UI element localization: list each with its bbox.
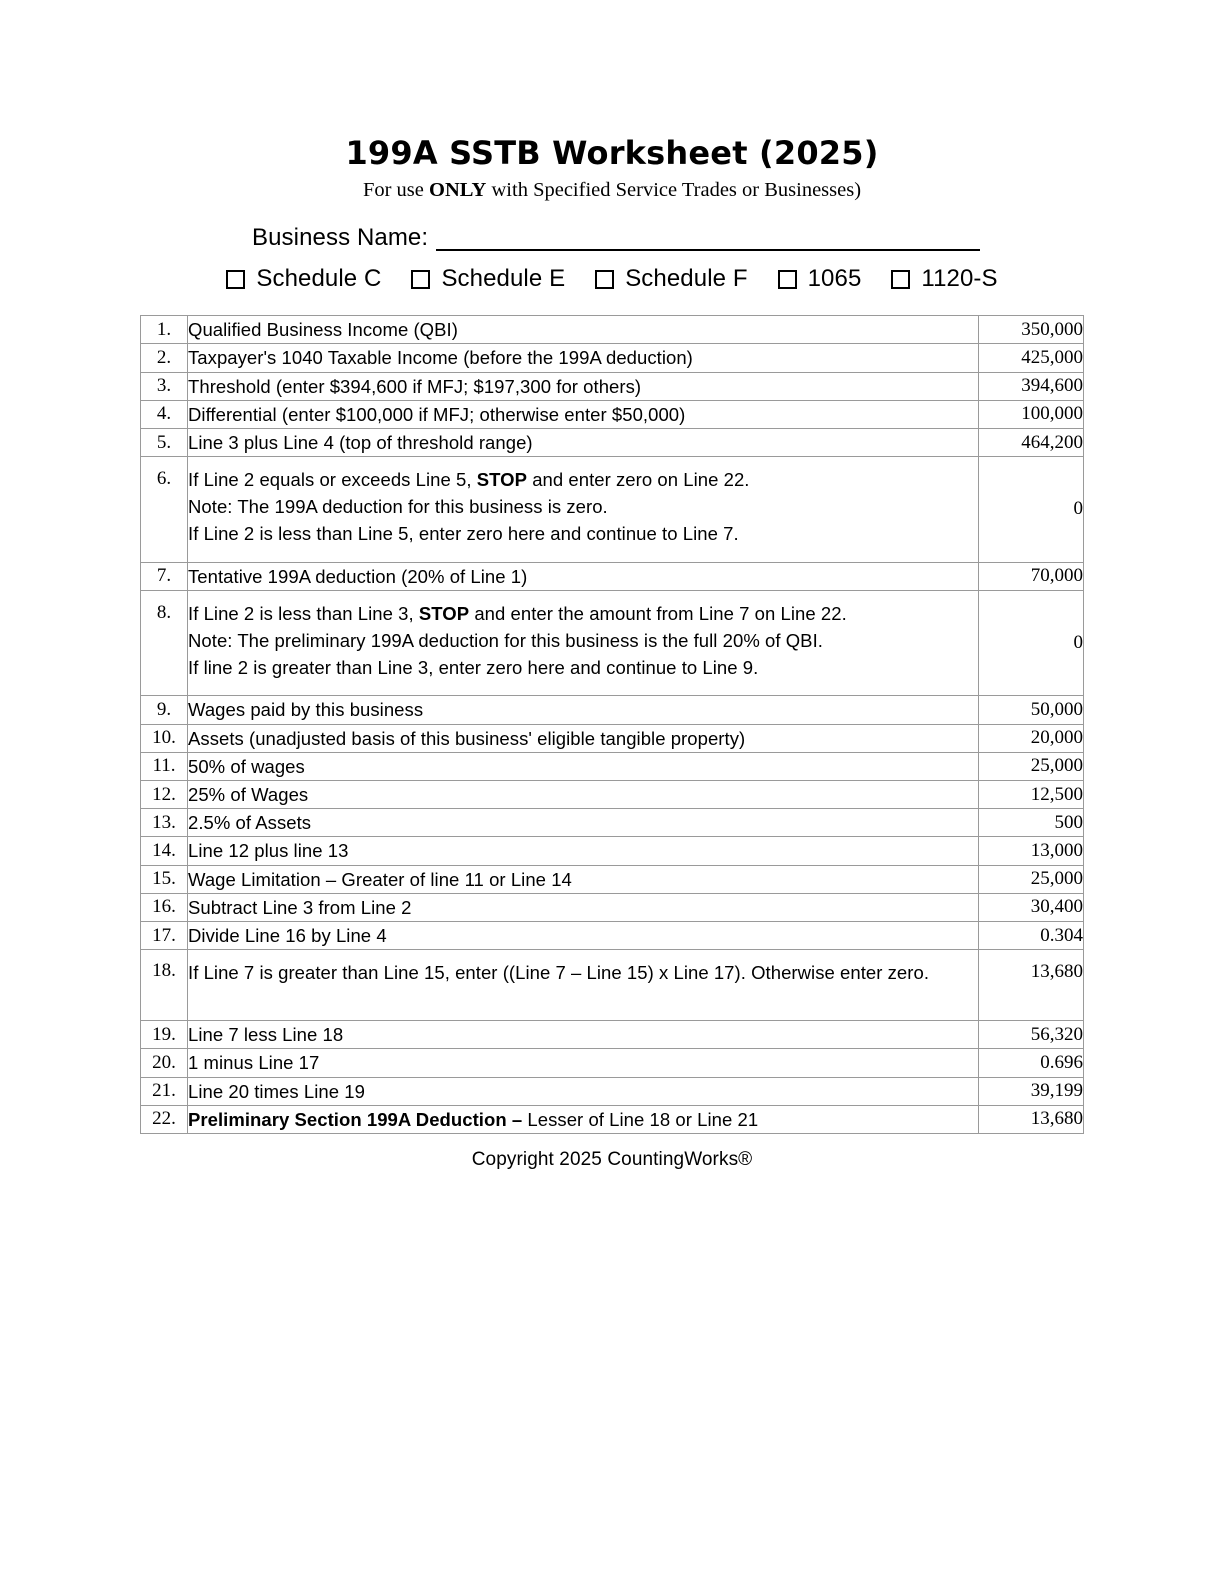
row-value-input[interactable]: 0 [979, 457, 1084, 563]
table-row [141, 752, 1084, 780]
text-segment: Differential (enter $100,000 if MFJ; otherwise enter $50,000) [188, 403, 686, 425]
row-description [188, 400, 979, 428]
row-description-line [188, 563, 978, 590]
row-description-line [188, 493, 978, 520]
row-description [188, 1077, 979, 1105]
row-description-line [188, 1078, 978, 1105]
row-description-line [188, 520, 978, 547]
row-description [188, 344, 979, 372]
row-number: 19. [141, 1021, 188, 1049]
row-description-line [188, 1021, 978, 1048]
table-row [141, 780, 1084, 808]
row-number: 1. [141, 316, 188, 344]
row-value-input[interactable]: 13,680 [979, 1105, 1084, 1133]
row-value-input[interactable]: 425,000 [979, 344, 1084, 372]
row-value-input[interactable]: 0.304 [979, 921, 1084, 949]
row-description-line [188, 373, 978, 400]
entity-checkbox-label: 1065 [807, 265, 862, 293]
row-description [188, 372, 979, 400]
row-number: 15. [141, 865, 188, 893]
table-row [141, 837, 1084, 865]
row-value-input[interactable]: 20,000 [979, 724, 1084, 752]
row-value-input[interactable]: 350,000 [979, 316, 1084, 344]
row-description-line [188, 654, 978, 681]
text-segment: and enter the amount from Line 7 on Line 22. [469, 602, 847, 624]
row-description [188, 865, 979, 893]
row-value-input[interactable]: 56,320 [979, 1021, 1084, 1049]
row-value-input[interactable]: 464,200 [979, 428, 1084, 456]
table-row [141, 950, 1084, 1021]
emphasis-segment: Preliminary Section 199A Deduction – [188, 1108, 523, 1130]
row-number: 4. [141, 400, 188, 428]
entity-checkbox-item[interactable] [891, 267, 997, 291]
row-description-line [188, 600, 978, 627]
row-description [188, 752, 979, 780]
row-value-input[interactable]: 13,680 [979, 950, 1084, 1021]
table-row [141, 865, 1084, 893]
text-segment: Line 12 plus line 13 [188, 840, 349, 862]
row-description [188, 457, 979, 563]
row-description-line [188, 922, 978, 949]
entity-checkbox-item[interactable] [595, 267, 747, 291]
text-segment: 25% of Wages [188, 783, 309, 805]
business-name-label: Business Name: [252, 223, 429, 251]
row-description [188, 562, 979, 590]
row-description [188, 724, 979, 752]
text-segment: If Line 2 is less than Line 5, enter zero here and continue to Line 7. [188, 523, 739, 545]
row-number: 5. [141, 428, 188, 456]
row-value-input[interactable]: 0.696 [979, 1049, 1084, 1077]
row-description [188, 809, 979, 837]
row-value-input[interactable]: 25,000 [979, 752, 1084, 780]
page-title: 199A SSTB Worksheet (2025) [345, 134, 879, 172]
text-segment: If Line 7 is greater than Line 15, enter ((Line 7 – Line 15) x Line 17). Otherwise enter zero. [188, 962, 930, 984]
table-row [141, 590, 1084, 696]
row-number: 20. [141, 1049, 188, 1077]
row-number: 2. [141, 344, 188, 372]
row-description [188, 428, 979, 456]
table-row [141, 344, 1084, 372]
table-row [141, 562, 1084, 590]
row-description [188, 893, 979, 921]
row-description-line [188, 401, 978, 428]
table-row [141, 1105, 1084, 1133]
text-segment: Qualified Business Income (QBI) [188, 319, 458, 341]
row-value-input[interactable]: 39,199 [979, 1077, 1084, 1105]
row-description [188, 780, 979, 808]
text-segment: Tentative 199A deduction (20% of Line 1) [188, 565, 528, 587]
text-segment: If Line 2 equals or exceeds Line 5, [188, 469, 477, 491]
row-description [188, 921, 979, 949]
text-segment: 1 minus Line 17 [188, 1052, 320, 1074]
row-description [188, 837, 979, 865]
entity-checkbox-item[interactable] [226, 267, 381, 291]
row-description [188, 1049, 979, 1077]
table-row [141, 809, 1084, 837]
row-description-line [188, 837, 978, 864]
row-value-input[interactable]: 13,000 [979, 837, 1084, 865]
entity-checkbox-item[interactable] [411, 267, 565, 291]
emphasis-segment: STOP [476, 469, 527, 491]
row-description [188, 316, 979, 344]
entity-type-checkbox-row [0, 251, 1224, 291]
copyright-footer: Copyright 2025 CountingWorks® [471, 1149, 753, 1171]
text-segment: Divide Line 16 by Line 4 [188, 924, 387, 946]
business-name-row [0, 203, 1224, 251]
text-segment: If line 2 is greater than Line 3, enter zero here and continue to Line 9. [188, 657, 759, 679]
row-description-line [188, 725, 978, 752]
row-description-line [188, 696, 978, 723]
table-row [141, 428, 1084, 456]
table-row [141, 316, 1084, 344]
table-row [141, 400, 1084, 428]
row-description [188, 1105, 979, 1133]
row-number: 14. [141, 837, 188, 865]
table-row [141, 372, 1084, 400]
row-number: 6. [141, 457, 188, 563]
row-description [188, 696, 979, 724]
row-description-line [188, 466, 978, 493]
checkbox-icon[interactable] [891, 270, 910, 289]
entity-checkbox-item[interactable] [778, 267, 862, 291]
table-row [141, 1049, 1084, 1077]
checkbox-icon[interactable] [595, 270, 614, 289]
entity-checkbox-label: Schedule F [625, 265, 748, 293]
row-description-line [188, 627, 978, 654]
text-segment: Wage Limitation – Greater of line 11 or Line 14 [188, 868, 572, 890]
table-row [141, 1021, 1084, 1049]
row-description [188, 590, 979, 696]
text-segment: Line 3 plus Line 4 (top of threshold range) [188, 431, 533, 453]
row-description-line [188, 959, 978, 986]
row-description [188, 950, 979, 1021]
checkbox-icon[interactable] [778, 270, 797, 289]
text-segment: Subtract Line 3 from Line 2 [188, 896, 412, 918]
subtitle-emphasis: ONLY [429, 179, 487, 202]
row-value-input[interactable]: 70,000 [979, 562, 1084, 590]
row-number: 18. [141, 950, 188, 1021]
text-segment: 2.5% of Assets [188, 812, 312, 834]
row-number: 13. [141, 809, 188, 837]
row-number: 22. [141, 1105, 188, 1133]
text-segment: Line 20 times Line 19 [188, 1080, 365, 1102]
row-description-line [188, 429, 978, 456]
row-description-line [188, 1049, 978, 1076]
table-row [141, 696, 1084, 724]
text-segment: Threshold (enter $394,600 if MFJ; $197,300 for others) [188, 375, 642, 397]
business-name-input[interactable] [436, 227, 980, 251]
table-row [141, 457, 1084, 563]
row-description-line [188, 894, 978, 921]
row-number: 12. [141, 780, 188, 808]
row-value-input[interactable]: 0 [979, 590, 1084, 696]
row-value-input[interactable]: 100,000 [979, 400, 1084, 428]
entity-checkbox-label: Schedule E [441, 265, 566, 293]
row-value-input[interactable]: 500 [979, 809, 1084, 837]
subtitle-prefix: For use [362, 179, 430, 202]
row-number: 3. [141, 372, 188, 400]
text-segment: and enter zero on Line 22. [527, 469, 750, 491]
row-number: 16. [141, 893, 188, 921]
checkbox-icon[interactable] [226, 270, 245, 289]
worksheet-table [140, 315, 1084, 1134]
table-row [141, 1077, 1084, 1105]
row-value-input[interactable]: 394,600 [979, 372, 1084, 400]
row-value-input[interactable]: 30,400 [979, 893, 1084, 921]
row-description-line [188, 781, 978, 808]
table-row [141, 893, 1084, 921]
text-segment: 50% of wages [188, 755, 305, 777]
table-row [141, 724, 1084, 752]
text-segment: If Line 2 is less than Line 3, [188, 602, 419, 624]
text-segment: Lesser of Line 18 or Line 21 [522, 1108, 759, 1130]
row-value-input[interactable]: 25,000 [979, 865, 1084, 893]
emphasis-segment: STOP [418, 602, 470, 624]
text-segment: Note: The preliminary 199A deduction for this business is the full 20% of QBI. [188, 630, 823, 652]
text-segment: Line 7 less Line 18 [188, 1024, 344, 1046]
row-number: 11. [141, 752, 188, 780]
row-description-line [188, 753, 978, 780]
row-description-line [188, 316, 978, 343]
text-segment: Taxpayer's 1040 Taxable Income (before the 199A deduction) [188, 347, 693, 369]
page-subtitle [0, 171, 1224, 203]
row-number: 10. [141, 724, 188, 752]
checkbox-icon[interactable] [411, 270, 430, 289]
row-value-input[interactable]: 50,000 [979, 696, 1084, 724]
row-number: 17. [141, 921, 188, 949]
text-segment: Wages paid by this business [188, 699, 424, 721]
row-number: 21. [141, 1077, 188, 1105]
row-value-input[interactable]: 12,500 [979, 780, 1084, 808]
row-description-line [188, 809, 978, 836]
text-segment: Assets (unadjusted basis of this business' eligible tangible property) [188, 727, 746, 749]
row-description-line [188, 866, 978, 893]
row-description-line [188, 344, 978, 371]
row-description-line [188, 1106, 978, 1133]
table-row [141, 921, 1084, 949]
row-description [188, 1021, 979, 1049]
worksheet-table-wrap [0, 291, 1224, 1134]
entity-checkbox-label: 1120-S [921, 265, 998, 293]
subtitle-suffix: with Specified Service Trades or Businesses) [486, 179, 862, 202]
row-number: 9. [141, 696, 188, 724]
entity-checkbox-label: Schedule C [256, 265, 382, 293]
row-number: 8. [141, 590, 188, 696]
text-segment: Note: The 199A deduction for this business is zero. [188, 496, 608, 518]
row-number: 7. [141, 562, 188, 590]
